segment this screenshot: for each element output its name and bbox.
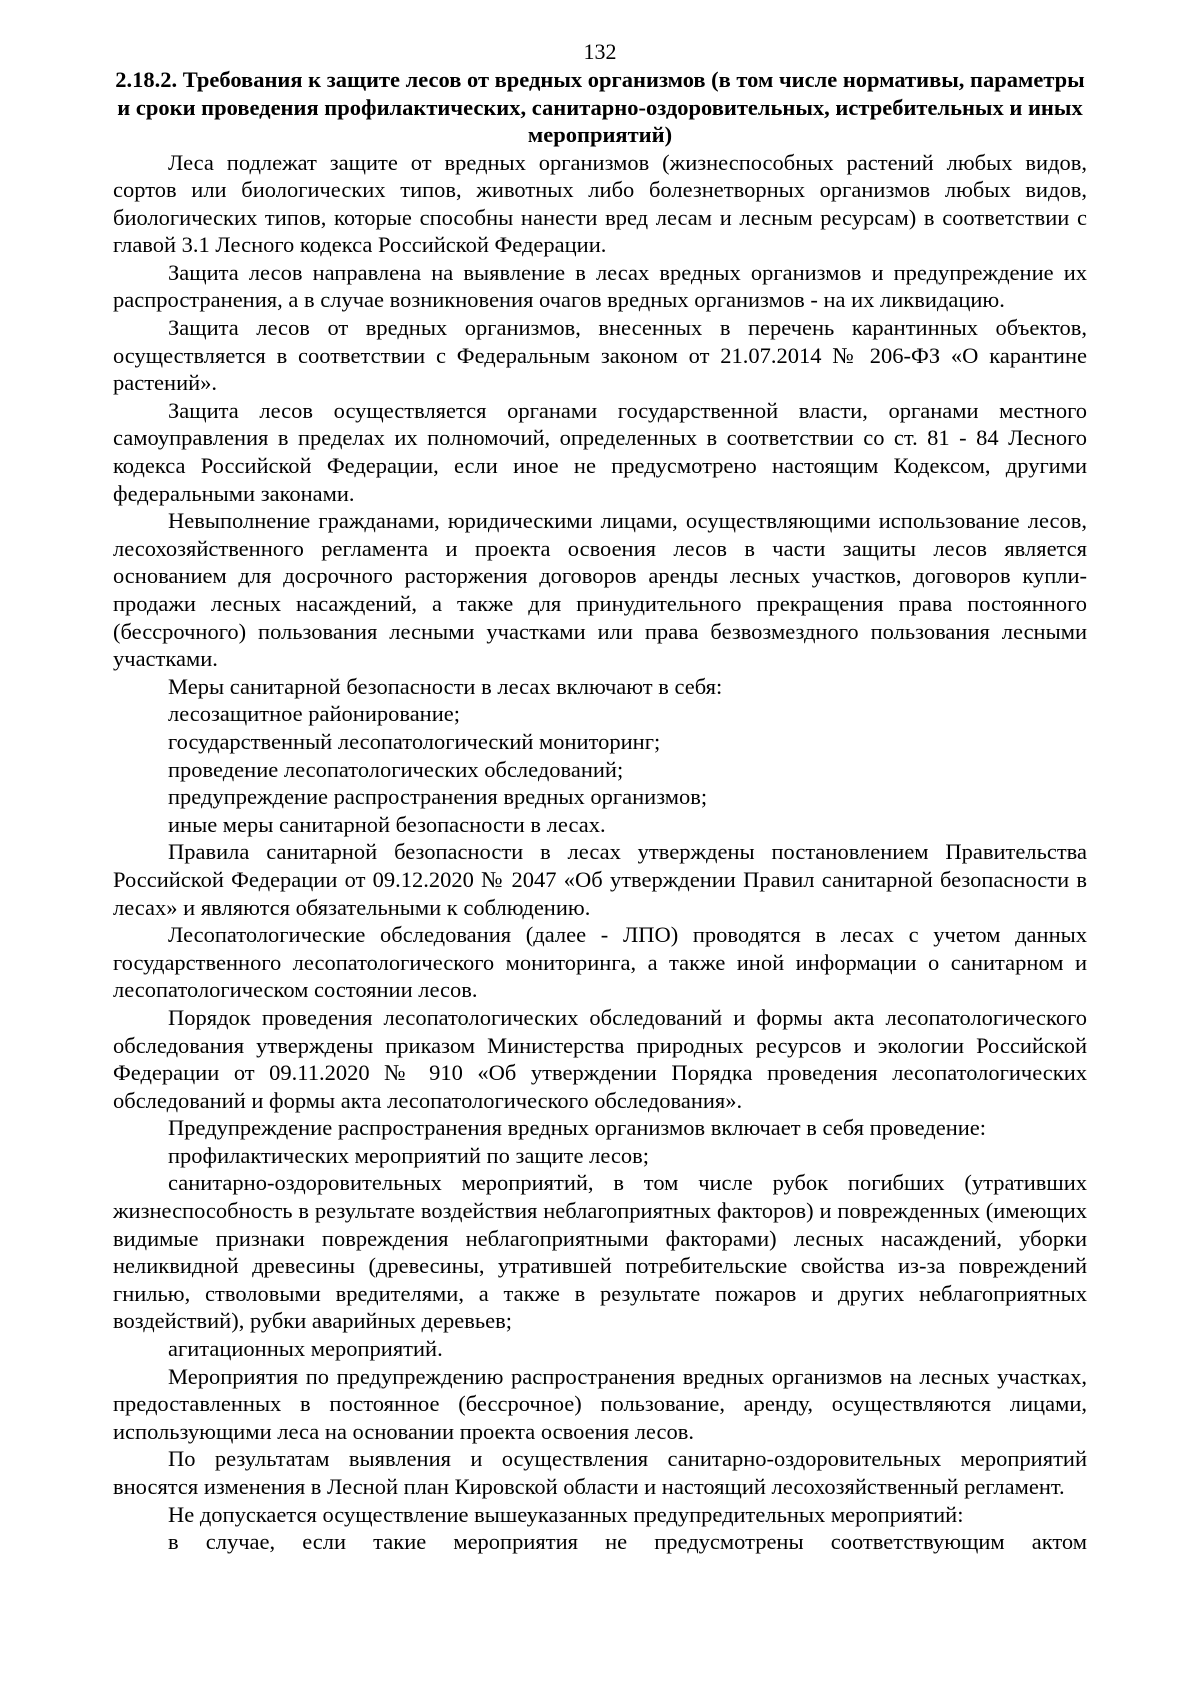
section-heading: 2.18.2. Требования к защите лесов от вредных организмов (в том числе нормативы, параметры и сроки проведения профилактических, санитарно-оздоровительных, истребительных и иных мероприятий) — [115, 67, 1085, 147]
list-item-monitoring: государственный лесопатологический мониторинг; — [168, 728, 661, 754]
list-item-preventive-measures: профилактических мероприятий по защите лесов; — [168, 1142, 650, 1168]
list-item-sanitary-measures: санитарно-оздоровительных мероприятий, в том числе рубок погибших (утративших жизнеспособность в результате воздействия неблагоприятных факторов) и поврежденных (имеющих видимые признаки повреждения неблагоприятными факторами) лесных насаждений, уборки неликвидной древесины (древесины, утратившей потребительские свойства из-за повреждений гнилью, стволовыми вредителями, а также в результате пожаров и других неблагоприятных воздействий), рубки аварийных деревьев; — [113, 1170, 1087, 1334]
paragraph-survey-procedure: Порядок проведения лесопатологических обследований и формы акта лесопатологического обследования утверждены приказом Министерства природных ресурсов и экологии Российской Федерации от 09.11.2020 № 910 «Об утверждении Порядка проведения лесопатологических обследований и формы акта лесопатологического обследования». — [113, 1004, 1087, 1113]
paragraph-sanitary-rules: Правила санитарной безопасности в лесах утверждены постановлением Правительства Российской Федерации от 09.12.2020 № 2047 «Об утверждении Правил санитарной безопасности в лесах» и являются обязательными к соблюдению. — [113, 839, 1087, 920]
paragraph-not-permitted-intro: Не допускается осуществление вышеуказанных предупредительных мероприятий: — [168, 1501, 964, 1527]
list-item-spread-prevention: предупреждение распространения вредных организмов; — [168, 784, 708, 810]
paragraph-sanitary-measures-intro: Меры санитарной безопасности в лесах включают в себя: — [168, 673, 723, 699]
paragraph-plan-changes: По результатам выявления и осуществления санитарно-оздоровительных мероприятий вносятся изменения в Лесной план Кировской области и настоящий лесохозяйственный регламент. — [113, 1446, 1087, 1499]
body-text — [113, 149, 1087, 1556]
paragraph-lpo-definition: Лесопатологические обследования (далее - ЛПО) проводятся в лесах с учетом данных государственного лесопатологического мониторинга, а также иной информации о санитарном и лесопатологическом состоянии лесов. — [113, 922, 1087, 1003]
paragraph-forest-protection-scope: Леса подлежат защите от вредных организмов (жизнеспособных растений любых видов, сортов или биологических типов, животных либо болезнетворных организмов любых видов, биологических типов, которые способны нанести вред лесам и лесным ресурсам) в соответствии с главой 3.1 Лесного кодекса Российской Федерации. — [113, 149, 1087, 258]
paragraph-quarantine-law: Защита лесов от вредных организмов, внесенных в перечень карантинных объектов, осуществляется в соответствии с Федеральным законом от 21.07.2014 № 206-ФЗ «О карантине растений». — [113, 315, 1087, 396]
paragraph-lessee-measures: Мероприятия по предупреждению распространения вредных организмов на лесных участках, предоставленных в постоянное (бессрочное) пользование, аренду, осуществляются лицами, использующими леса на основании проекта освоения лесов. — [113, 1363, 1087, 1444]
list-item-zoning: лесозащитное районирование; — [168, 701, 461, 727]
paragraph-authorities: Защита лесов осуществляется органами государственной власти, органами местного самоуправления в пределах их полномочий, определенных в соответствии со ст. 81 - 84 Лесного кодекса Российской Федерации, если иное не предусмотрено настоящим Кодексом, другими федеральными законами. — [113, 397, 1087, 506]
paragraph-protection-purpose: Защита лесов направлена на выявление в лесах вредных организмов и предупреждение их распространения, а в случае возникновения очагов вредных организмов - на их ликвидацию. — [113, 259, 1087, 313]
list-item-surveys: проведение лесопатологических обследований; — [168, 756, 624, 782]
list-item-awareness-measures: агитационных мероприятий. — [168, 1336, 443, 1362]
paragraph-contract-termination: Невыполнение гражданами, юридическими лицами, осуществляющими использование лесов, лесохозяйственного регламента и проекта освоения лесов в части защиты лесов является основанием для досрочного расторжения договоров аренды лесных участков, договоров купли-продажи лесных насаждений, а также для принудительного прекращения права постоянного (бессрочного) пользования лесными участками или права безвозмездного пользования лесными участками. — [113, 508, 1087, 672]
paragraph-prevention-intro: Предупреждение распространения вредных организмов включает в себя проведение: — [168, 1115, 987, 1141]
paragraph-not-permitted-case: в случае, если такие мероприятия не предусмотрены соответствующим актом — [168, 1529, 1087, 1555]
list-item-other-measures: иные меры санитарной безопасности в лесах. — [168, 811, 606, 837]
page-number: 132 — [583, 39, 617, 64]
